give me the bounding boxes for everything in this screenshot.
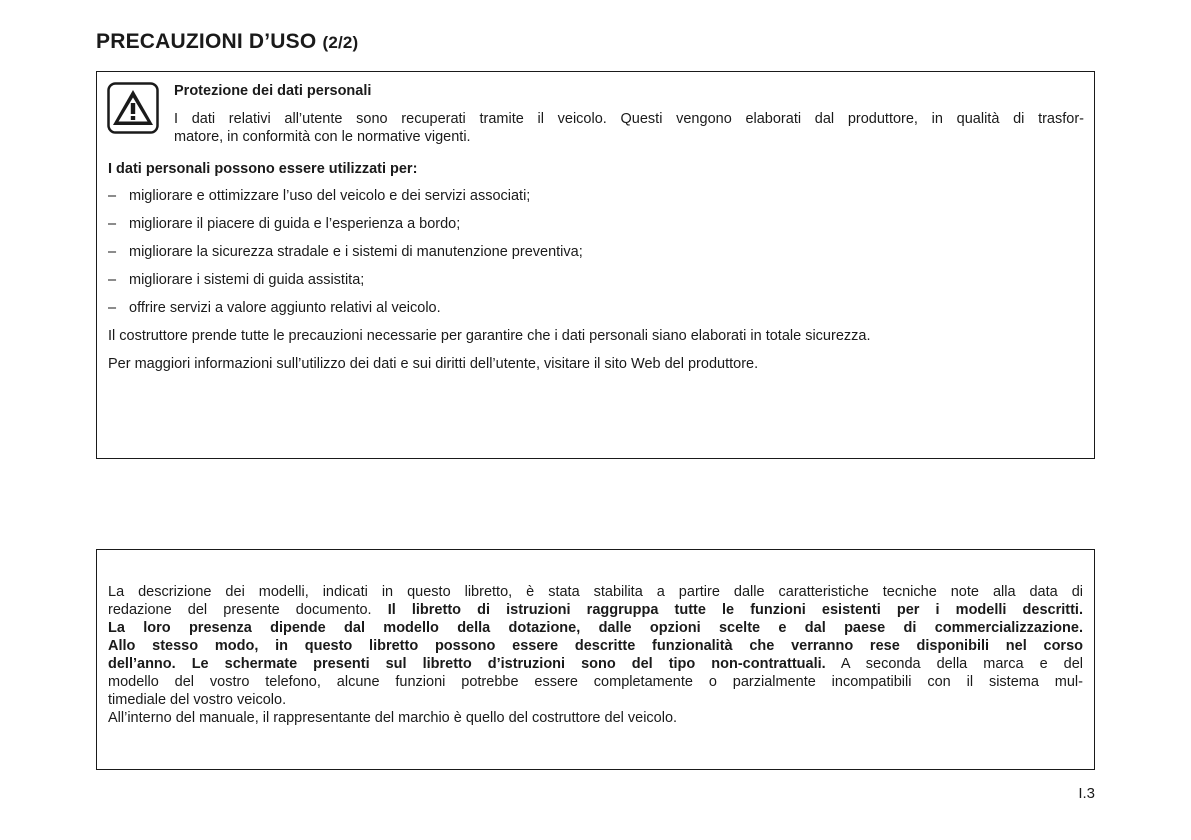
list-item [108, 187, 530, 205]
legal-line-1: La descrizione dei modelli, indicati in questo libretto, è stata stabilita a partire dalle caratteristiche tecniche note alla data di [108, 584, 1083, 600]
manual-scope-box [96, 549, 1095, 770]
legal-line-2-bold: Il libretto di istruzioni raggruppa tutte le funzioni esistenti per i modelli descritti. [387, 602, 1083, 618]
page-title-part: (2/2) [322, 33, 359, 52]
warning-text [174, 110, 1084, 146]
legal-line-7: timediale del vostro veicolo. [108, 692, 287, 708]
list-item-text: offrire servizi a valore aggiunto relativi al veicolo. [129, 300, 441, 316]
list-item-text: migliorare i sistemi di guida assistita; [129, 272, 365, 288]
warning-text-line-1: I dati relativi all’utente sono recuperati tramite il veicolo. Questi vengono elaborati dal produttore, in qualità di trasfor- [174, 111, 1084, 127]
bullet-dash: – [108, 272, 117, 288]
list-item-text: migliorare e ottimizzare l’uso del veicolo e dei servizi associati; [129, 188, 531, 204]
bullet-dash: – [108, 216, 117, 232]
warning-triangle-icon [107, 82, 159, 134]
legal-line-6: modello del vostro telefono, alcune funzioni potrebbe essere completamente o parzialmente incompatibili con il sistema mul- [108, 674, 1083, 690]
legal-line-3: La loro presenza dipende dal modello della dotazione, dalle opzioni scelte e dal paese di commercializzazione. [108, 620, 1083, 636]
warning-heading: Protezione dei dati personali [174, 83, 372, 99]
security-note: Il costruttore prende tutte le precauzioni necessarie per garantire che i dati personali siano elaborati in totale sicurezza. [108, 328, 871, 344]
list-item [108, 243, 583, 261]
data-protection-box [96, 71, 1095, 459]
bullet-dash: – [108, 188, 117, 204]
page-title [96, 30, 358, 54]
page-number: I.3 [1078, 785, 1095, 802]
legal-line-5 [108, 655, 1083, 673]
manual-scope-text [108, 583, 1083, 727]
list-item [108, 271, 364, 289]
bullet-dash: – [108, 244, 117, 260]
info-note: Per maggiori informazioni sull’utilizzo dei dati e sui diritti dell’utente, visitare il sito Web del produttore. [108, 356, 759, 372]
legal-line-2 [108, 601, 1083, 619]
legal-line-2-regular: redazione del presente documento. [108, 602, 388, 618]
list-item [108, 299, 441, 317]
warning-text-line-2: matore, in conformità con le normative vigenti. [174, 129, 471, 145]
legal-line-5-bold: dell’anno. Le schermate presenti sul libretto d’istruzioni sono del tipo non-contrattuali. [108, 656, 826, 672]
page-title-main: PRECAUZIONI D’USO [96, 30, 317, 53]
legal-line-8: All’interno del manuale, il rappresentante del marchio è quello del costruttore del veicolo. [108, 710, 678, 726]
uses-heading: I dati personali possono essere utilizzati per: [108, 161, 418, 177]
bullet-dash: – [108, 300, 117, 316]
legal-line-4: Allo stesso modo, in questo libretto possono essere descritte funzionalità che verranno rese disponibili nel corso [108, 638, 1083, 654]
list-item-text: migliorare la sicurezza stradale e i sistemi di manutenzione preventiva; [129, 244, 583, 260]
legal-line-5-regular: A seconda della marca e del [825, 656, 1084, 672]
list-item-text: migliorare il piacere di guida e l’esperienza a bordo; [129, 216, 461, 232]
list-item [108, 215, 460, 233]
